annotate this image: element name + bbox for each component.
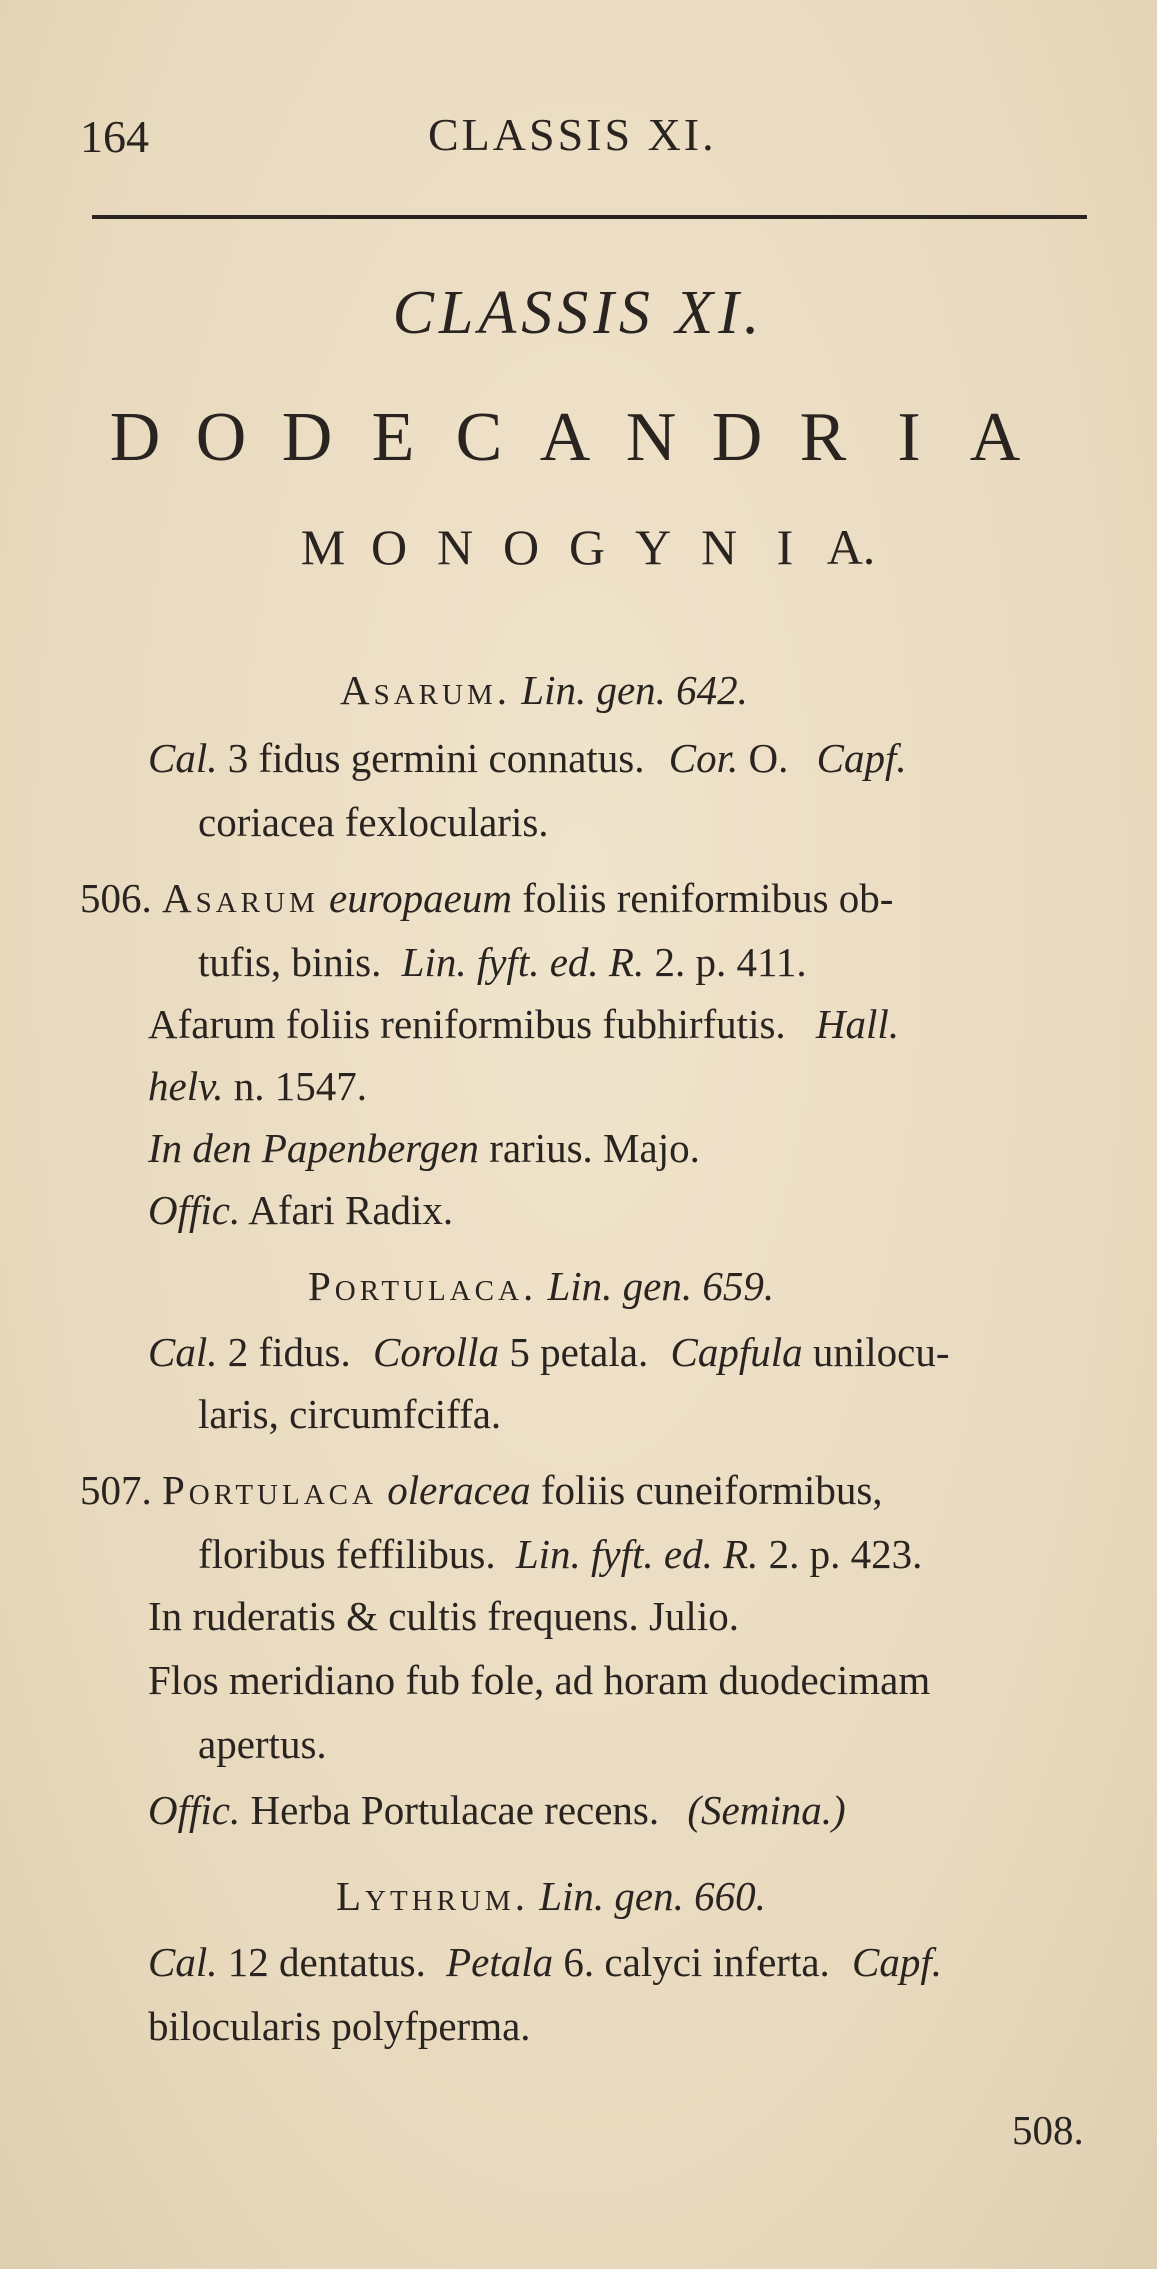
page-number: 164: [80, 111, 149, 162]
species-habitat: In ruderatis & cultis frequens. Julio.: [148, 1593, 739, 1639]
genus-description-cont: laris, circumfciffa.: [198, 1391, 502, 1437]
species-entry-506: 506. Asarum europaeum foliis reniformibus ob-: [80, 875, 894, 921]
species-entry-507: 507. Portulaca oleracea foliis cuneiformibus,: [80, 1467, 883, 1513]
species-text: floribus feffilibus. Lin. fyft. ed. R. 2. p. 423.: [198, 1531, 923, 1577]
suborder-heading: M O N O G Y N I A.: [300, 519, 876, 575]
species-text: tufis, binis. Lin. fyft. ed. R. 2. p. 411.: [198, 939, 807, 985]
species-officinal: Offic. Herba Portulacae recens. (Semina.): [148, 1787, 846, 1833]
genus-description: Cal. 2 fidus. Corolla 5 petala. Capfula unilocu-: [148, 1329, 950, 1375]
genus-description-cont: bilocularis polyfperma.: [148, 2003, 531, 2049]
genus-heading-lythrum: Lythrum. Lin. gen. 660.: [336, 1873, 766, 1919]
species-synonym-ref: helv. n. 1547.: [148, 1063, 367, 1109]
running-title: CLASSIS XI.: [428, 109, 717, 160]
species-officinal: Offic. Afari Radix.: [148, 1187, 454, 1233]
header-rule: [92, 215, 1087, 219]
order-heading: D O D E C A N D R I A: [109, 399, 1021, 476]
genus-heading-portulaca: Portulaca. Lin. gen. 659.: [308, 1263, 775, 1309]
genus-description: Cal. 12 dentatus. Petala 6. calyci inferta. Capf.: [148, 1939, 943, 1985]
species-note-cont: apertus.: [198, 1721, 327, 1767]
catchword: 508.: [1012, 2107, 1084, 2153]
genus-description: Cal. 3 fidus germini connatus. Cor. O. Capf.: [148, 735, 907, 781]
genus-heading-asarum: Asarum. Lin. gen. 642.: [340, 667, 748, 713]
species-habitat: In den Papenbergen rarius. Majo.: [148, 1125, 700, 1171]
species-synonym: Afarum foliis reniformibus fubhirfutis. Hall.: [148, 1001, 900, 1047]
genus-description-cont: coriacea fexlocularis.: [198, 799, 549, 845]
species-note: Flos meridiano fub fole, ad horam duodecimam: [148, 1657, 931, 1703]
class-heading: CLASSIS XI.: [392, 279, 765, 347]
